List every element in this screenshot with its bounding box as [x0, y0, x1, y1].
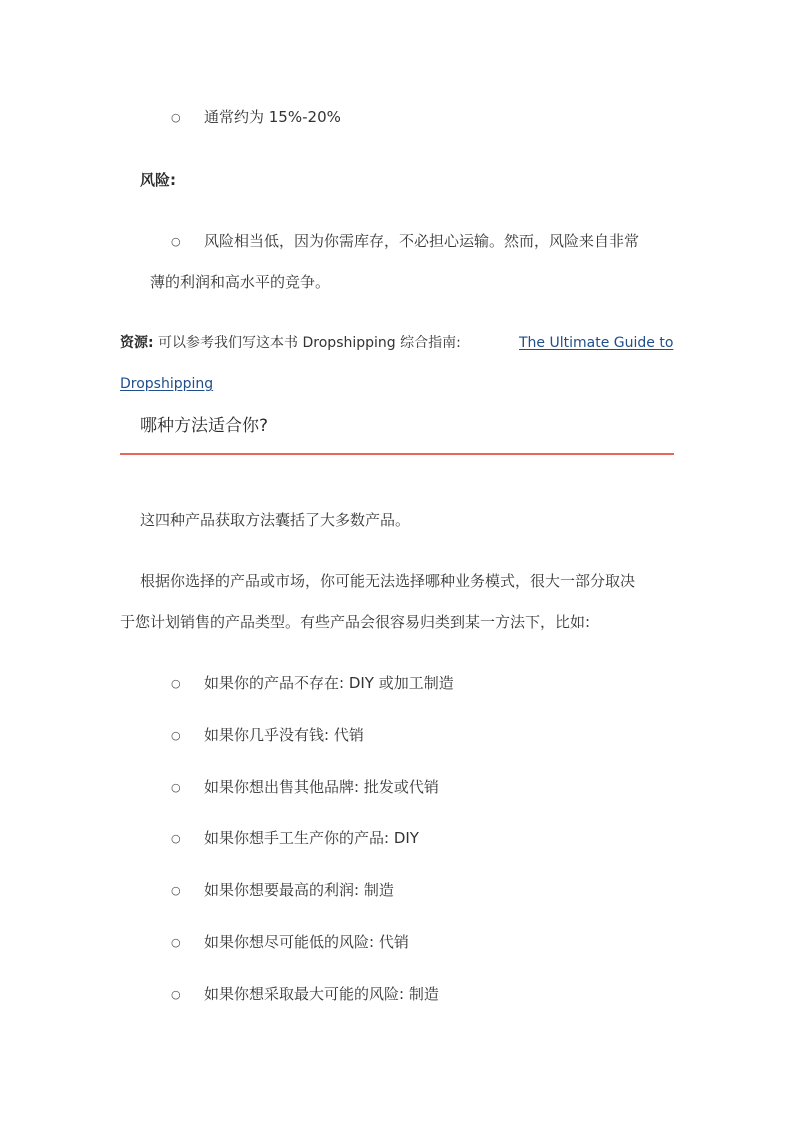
paragraph-body-line2: 于您计划销售的产品类型。有些产品会很容易归类到某一方法下，比如:: [120, 613, 591, 631]
bullet-marker: ○: [171, 235, 181, 248]
bullet-marker: ○: [171, 884, 181, 897]
list-item: 通常约为 15%-20%: [204, 108, 341, 126]
list-item: 如果你想尽可能低的风险: 代销: [204, 933, 409, 951]
list-item: 如果你的产品不存在: DIY 或加工制造: [204, 674, 454, 692]
risk-text-line2: 薄的利润和高水平的竞争。: [150, 273, 331, 291]
guide-link-part1[interactable]: The Ultimate Guide to: [519, 335, 674, 351]
list-item: 如果你想手工生产你的产品: DIY: [204, 829, 419, 847]
bullet-marker: ○: [171, 988, 181, 1001]
bullet-marker: ○: [171, 677, 181, 690]
guide-link-part2[interactable]: Dropshipping: [120, 376, 214, 392]
bullet-marker: ○: [171, 729, 181, 742]
paragraph-body-line1: 根据你选择的产品或市场，你可能无法选择哪种业务模式，很大一部分取决: [140, 572, 636, 590]
list-item: 如果你几乎没有钱: 代销: [204, 726, 364, 744]
list-item: 如果你想要最高的利润: 制造: [204, 881, 394, 899]
section-divider: [120, 453, 674, 455]
list-item: 如果你想出售其他品牌: 批发或代销: [204, 778, 439, 796]
bullet-marker: ○: [171, 781, 181, 794]
bullet-marker: ○: [171, 832, 181, 845]
list-item: 如果你想采取最大可能的风险: 制造: [204, 985, 439, 1003]
paragraph-intro: 这四种产品获取方法囊括了大多数产品。: [140, 511, 411, 529]
section-title: 哪种方法适合你?: [140, 416, 269, 436]
risk-text-line1: 风险相当低，因为你需库存，不必担心运输。然而，风险来自非常: [204, 232, 640, 250]
bullet-marker: ○: [171, 111, 181, 124]
resource-text: 可以参考我们写这本书 Dropshipping 综合指南:: [153, 335, 461, 351]
risk-heading: 风险:: [140, 171, 176, 189]
resource-label: 资源:: [120, 335, 154, 351]
bullet-marker: ○: [171, 936, 181, 949]
